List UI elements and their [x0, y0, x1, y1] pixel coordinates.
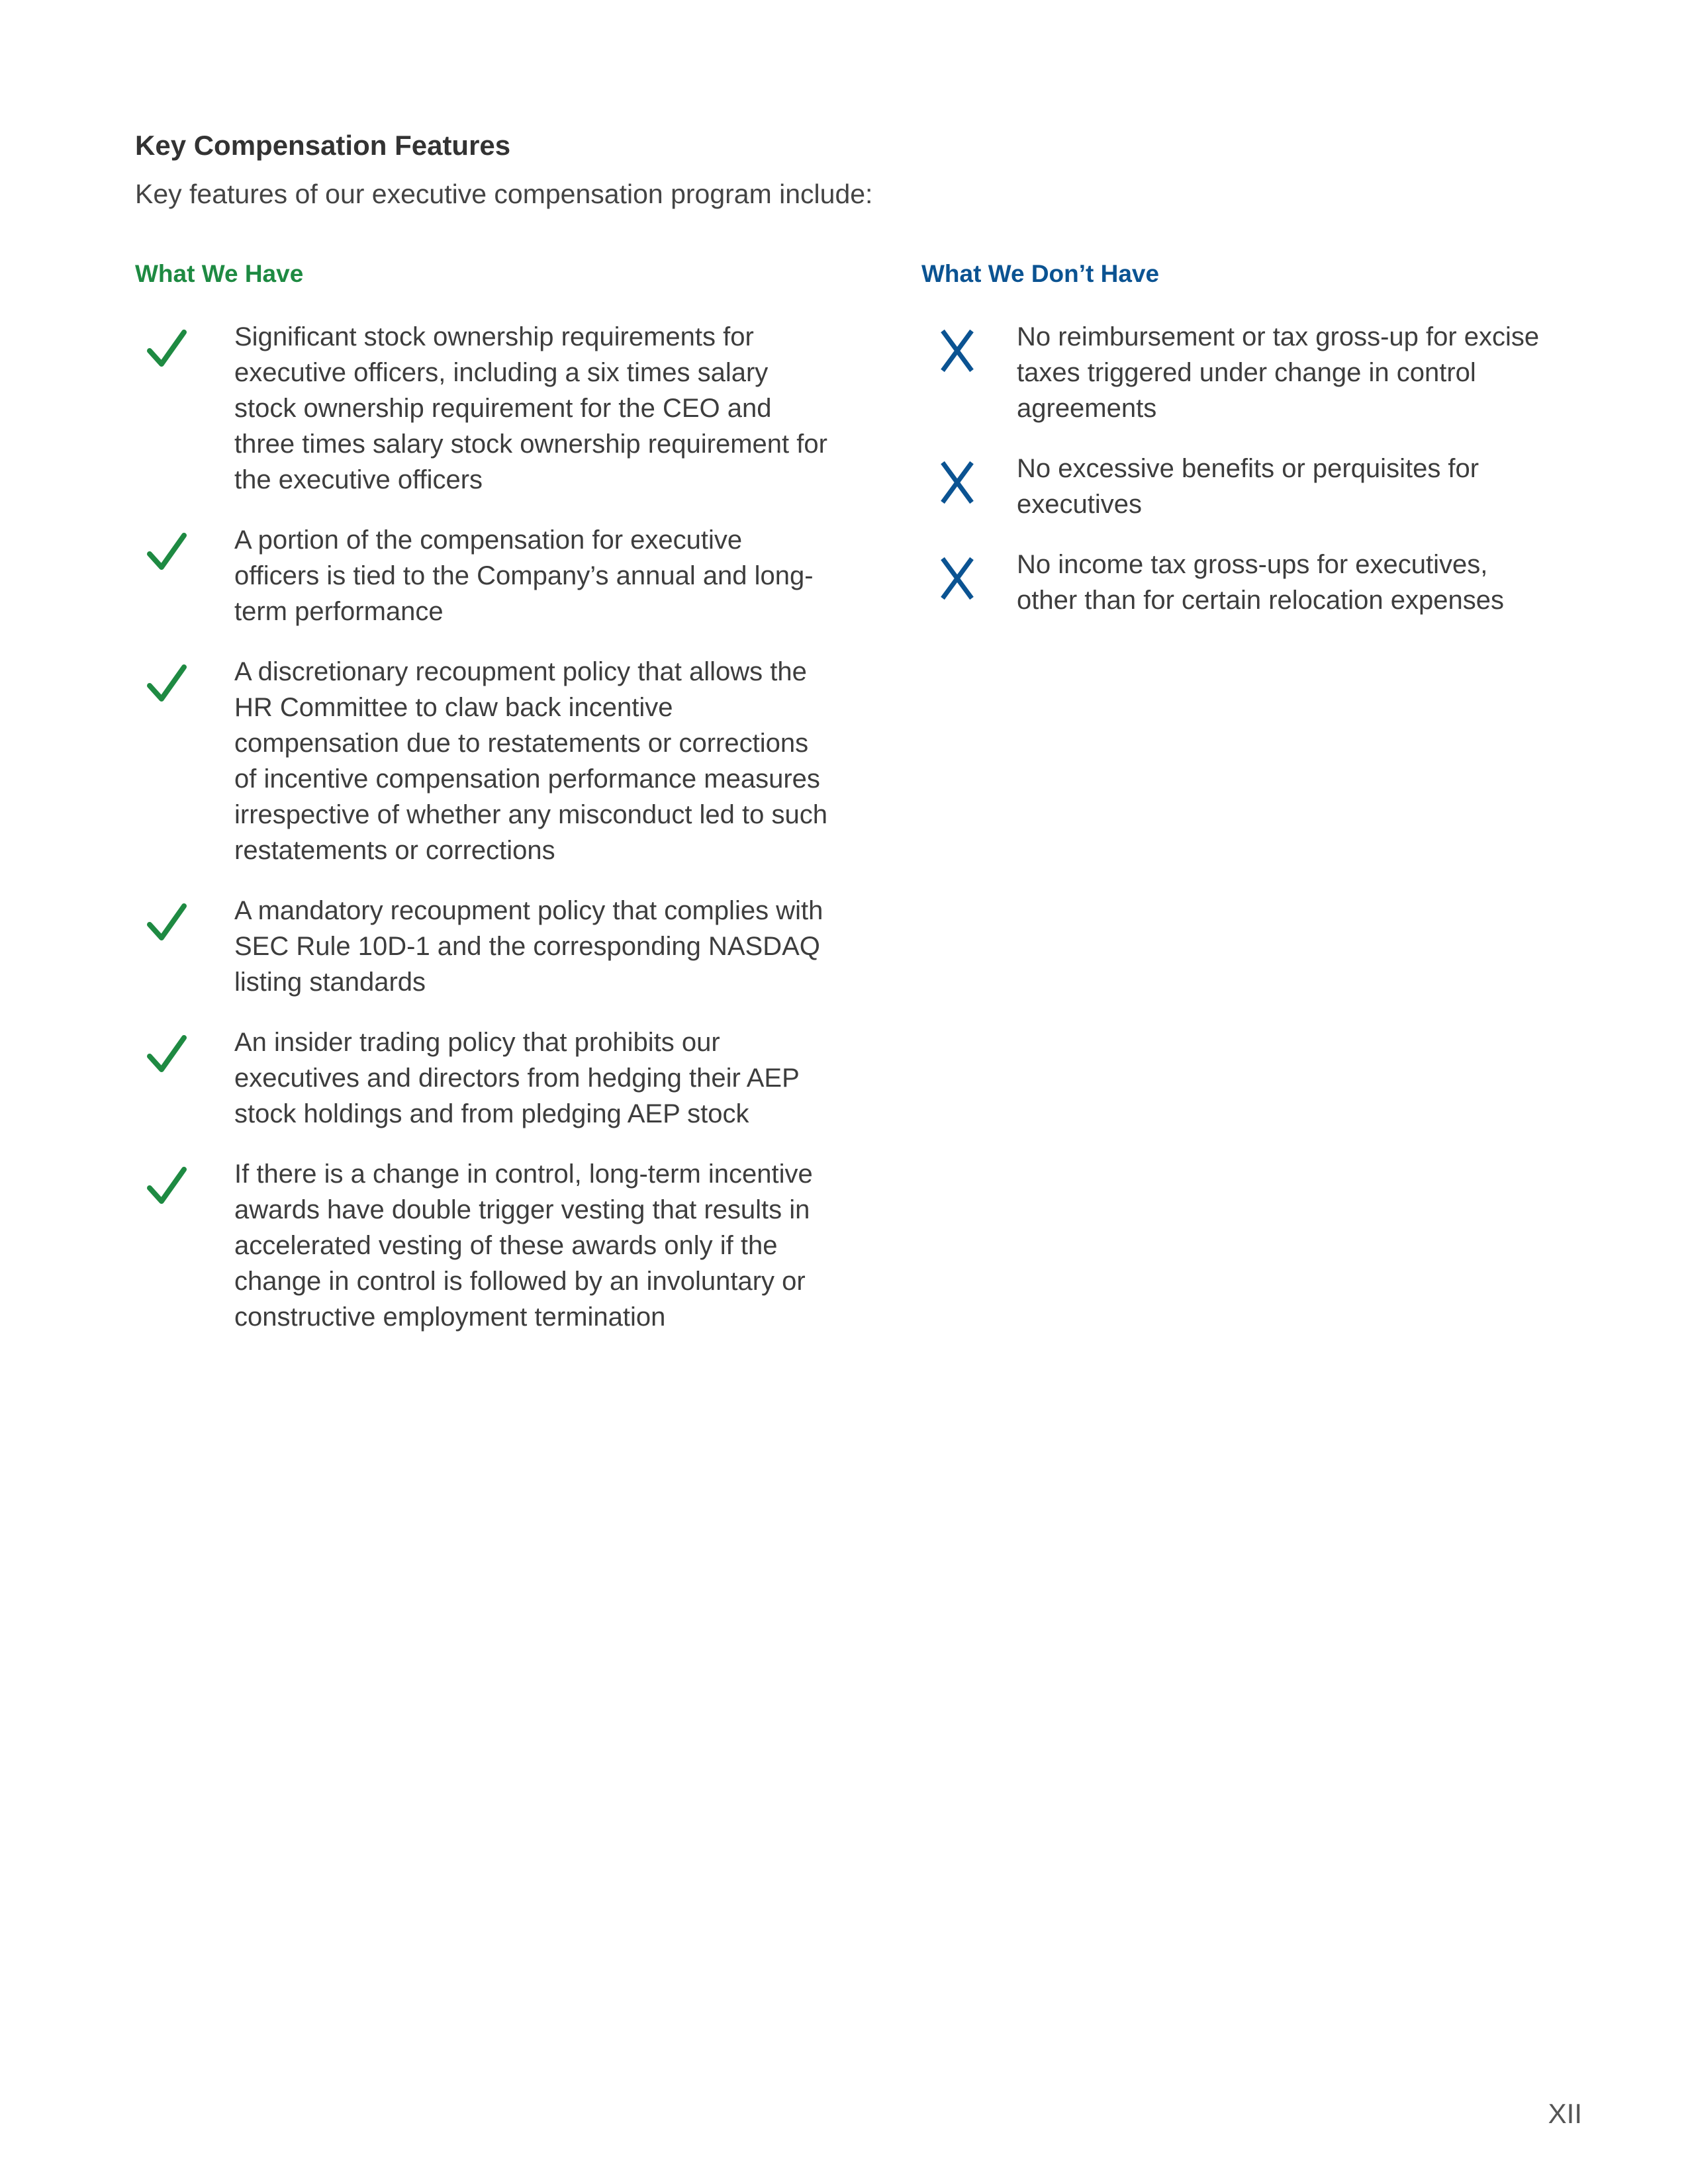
- page-number: XII: [1548, 2098, 1582, 2129]
- list-item: [135, 893, 830, 1000]
- list-item: [921, 547, 1550, 618]
- checkmark-icon: [143, 1031, 191, 1079]
- list-item: [135, 522, 830, 629]
- list-item-text: A mandatory recoupment policy that complies with SEC Rule 10D-1 and the corresponding NASDAQ listing standards: [234, 896, 823, 997]
- what-we-dont-have-list: [921, 319, 1550, 643]
- list-item-text: A discretionary recoupment policy that allows the HR Committee to claw back incentive compensation due to restatements or corrections of incentive compensation performance measures irrespective of whether any misconduct led to such restatements or corrections: [234, 657, 827, 865]
- list-item: [921, 319, 1550, 426]
- list-item: [921, 451, 1550, 522]
- list-item-text: A portion of the compensation for executive officers is tied to the Company’s annual and long-term performance: [234, 525, 814, 626]
- checkmark-icon: [143, 660, 191, 708]
- list-item: [135, 1024, 830, 1132]
- list-item-text: If there is a change in control, long-term incentive awards have double trigger vesting that results in accelerated vesting of these awards only if the change in control is followed by an involuntary or constructive employment termination: [234, 1160, 813, 1332]
- list-item: [135, 319, 830, 498]
- list-item: [135, 1156, 830, 1335]
- list-item-text: No excessive benefits or perquisites for executives: [1017, 454, 1479, 519]
- what-we-dont-have-title: What We Don’t Have: [921, 260, 1160, 287]
- list-item-text: No reimbursement or tax gross-up for excise taxes triggered under change in control agreements: [1017, 322, 1540, 423]
- x-icon: [937, 556, 977, 601]
- x-icon: [937, 460, 977, 505]
- checkmark-icon: [143, 899, 191, 947]
- list-item-text: An insider trading policy that prohibits our executives and directors from hedging their AEP stock holdings and from pledging AEP stock: [234, 1028, 800, 1128]
- list-item: [135, 654, 830, 868]
- what-we-have-list: [135, 319, 830, 1359]
- section-title: Key Compensation Features: [135, 130, 511, 161]
- checkmark-icon: [143, 1163, 191, 1210]
- checkmark-icon: [143, 529, 191, 576]
- what-we-have-title: What We Have: [135, 260, 304, 287]
- checkmark-icon: [143, 326, 191, 373]
- intro-text: Key features of our executive compensation program include:: [135, 179, 873, 209]
- list-item-text: No income tax gross-ups for executives, other than for certain relocation expenses: [1017, 550, 1504, 615]
- list-item-text: Significant stock ownership requirements for executive officers, including a six times salary stock ownership requirement for the CEO and three times salary stock ownership requirement for the executive officers: [234, 322, 827, 494]
- x-icon: [937, 328, 977, 373]
